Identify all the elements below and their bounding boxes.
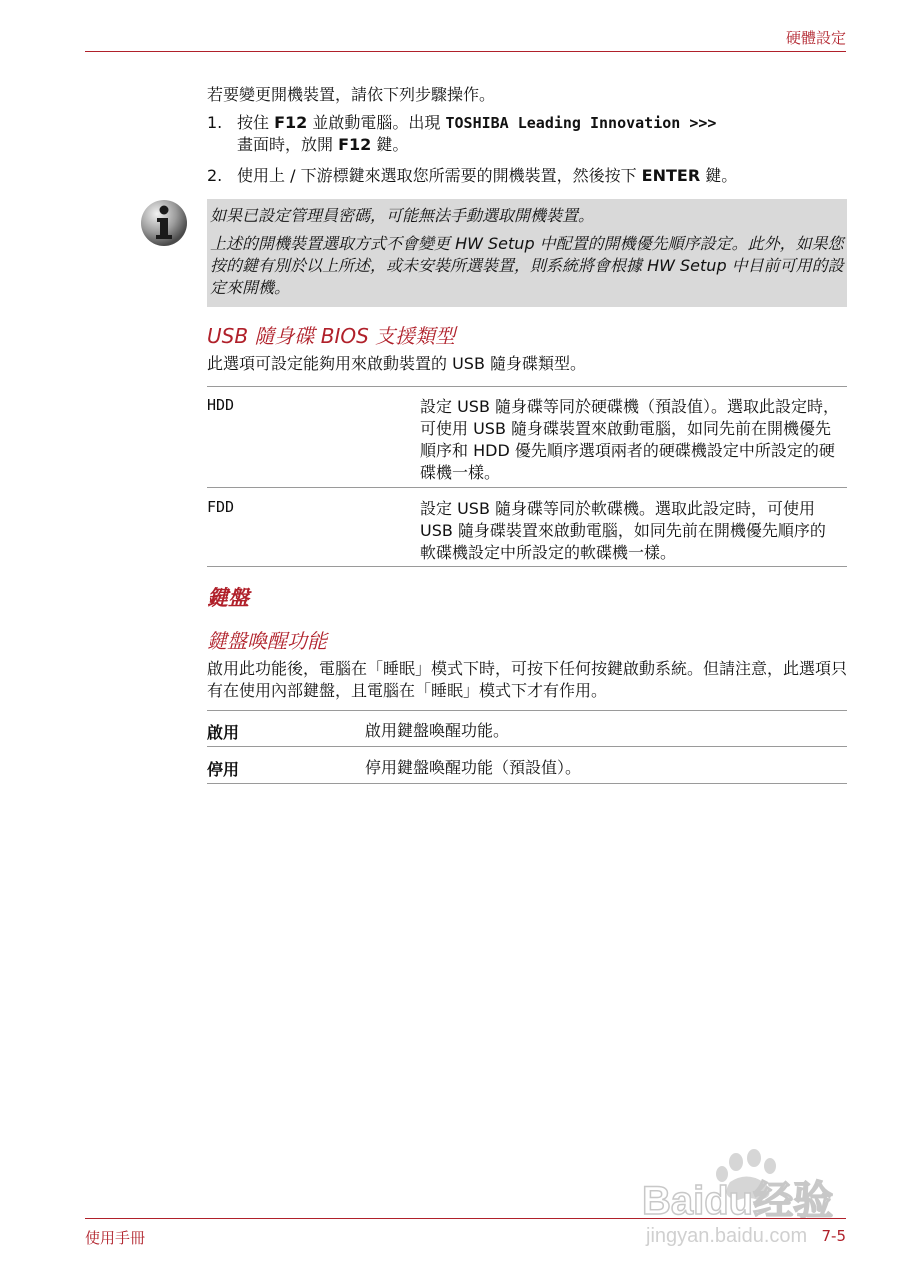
intro-text: 若要變更開機裝置，請依下列步驟操作。 <box>207 85 496 104</box>
table-row <box>207 747 847 784</box>
step-2 <box>207 165 847 187</box>
note-line-2: 上述的開機裝置選取方式不會變更 HW Setup 中配置的開機優先順序設定。此外，如果您按的鍵有別於以上所述，或未安裝所選裝置，則系統將會根據 HW Setup 中目前可用的設定來開機。 <box>210 234 844 297</box>
row-key: HDD <box>207 396 235 414</box>
row-value: 設定 USB 隨身碟等同於軟碟機。選取此設定時，可使用 USB 隨身碟裝置來啟動電腦，如同先前在開機優先順序的軟碟機設定中所設定的軟碟機一樣。 <box>420 499 826 562</box>
row-key: FDD <box>207 498 235 516</box>
step-1 <box>207 112 847 156</box>
row-key: 停用 <box>207 760 240 779</box>
footer-rule <box>85 1218 846 1219</box>
keyboard-wake-desc: 啟用此功能後，電腦在「睡眠」模式下時，可按下任何按鍵啟動系統。但請注意，此選項只有在使用內部鍵盤，且電腦在「睡眠」模式下才有作用。 <box>207 659 848 700</box>
note-box <box>207 199 847 307</box>
table-row <box>207 710 847 747</box>
usb-section-desc: 此選項可設定能夠用來啟動裝置的 USB 隨身碟類型。 <box>207 354 587 373</box>
header-rule <box>85 51 846 52</box>
note-line-1: 如果已設定管理員密碼，可能無法手動選取開機裝置。 <box>210 206 595 225</box>
table-row <box>207 386 847 488</box>
row-key: 啟用 <box>207 723 240 742</box>
row-value: 啟用鍵盤喚醒功能。 <box>365 721 510 740</box>
step-number: 1. <box>207 113 223 132</box>
row-value: 停用鍵盤喚醒功能（預設值）。 <box>365 758 582 777</box>
row-value: 設定 USB 隨身碟等同於硬碟機（預設值）。選取此設定時，可使用 USB 隨身碟裝置來啟動電腦，如同先前在開機優先順序和 HDD 優先順序選項兩者的硬碟機設定中所設定的硬碟機一樣。 <box>420 397 840 482</box>
step-number: 2. <box>207 166 223 185</box>
keyboard-wake-heading: 鍵盤喚醒功能 <box>207 629 327 653</box>
page-number: 7-5 <box>821 1227 846 1245</box>
table-row <box>207 488 847 567</box>
watermark-brand: Baidu经验 <box>642 1179 834 1223</box>
baidu-watermark-logo <box>640 1140 850 1250</box>
running-header-title: 硬體設定 <box>785 29 846 47</box>
step-text: 使用上 / 下游標鍵來選取您所需要的開機裝置，然後按下 ENTER 鍵。 <box>237 166 738 185</box>
keyboard-section-heading: 鍵盤 <box>207 586 249 610</box>
footer-manual-title: 使用手冊 <box>85 1229 146 1247</box>
watermark-url: jingyan.baidu.com <box>646 1225 808 1247</box>
usb-section-heading: USB 隨身碟 BIOS 支援類型 <box>207 324 456 348</box>
step-text: 按住 F12 並啟動電腦。出現 TOSHIBA Leading Innovation >>> 畫面時，放開 F12 鍵。 <box>237 113 717 154</box>
info-icon <box>140 199 188 247</box>
